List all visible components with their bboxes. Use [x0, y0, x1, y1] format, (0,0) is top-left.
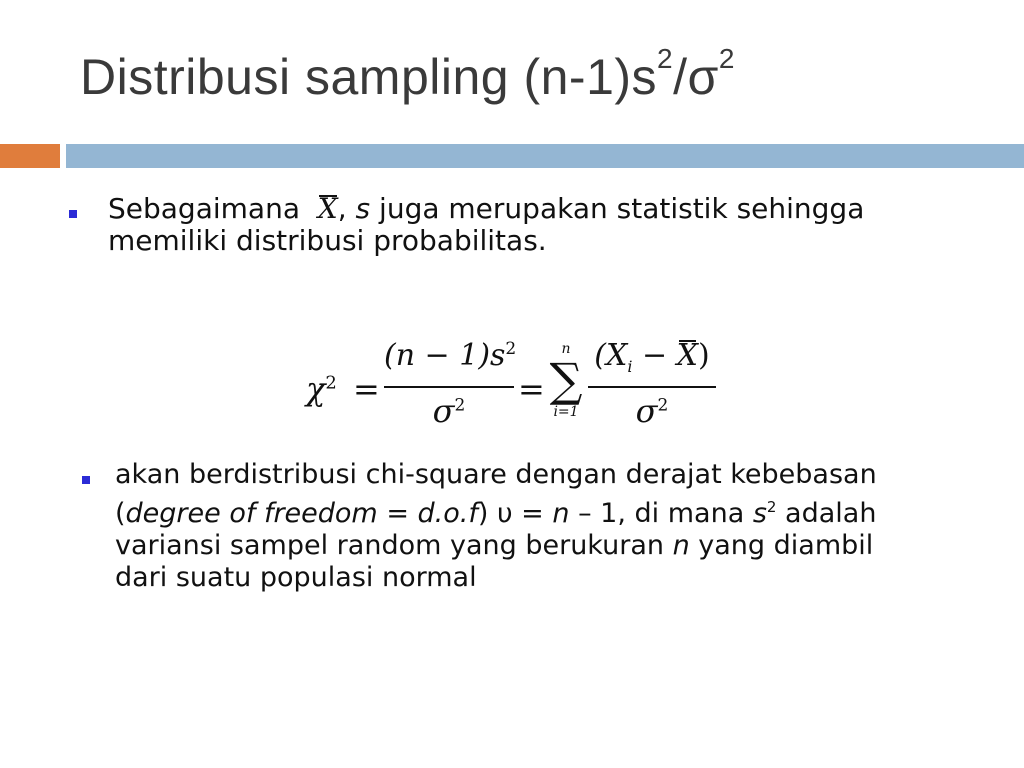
x-bar-symbol: X — [317, 192, 338, 225]
bullet-2-line-3: variansi sampel random yang berukuran n yang diambil — [115, 530, 874, 561]
bullet-2-line-2: (degree of freedom = d.o.f) υ = n – 1, di mana $s^2$ adalah — [115, 498, 877, 529]
bullet-2-line-4: dari suatu populasi normal — [115, 562, 477, 593]
bullet-1-line-1: Sebagaimana X, s juga merupakan statistik sehingga — [108, 192, 865, 225]
bullet-text-2 — [115, 459, 877, 594]
fraction-1-bar — [384, 386, 514, 388]
fraction-2-denominator: $\sigma^2$ — [635, 392, 669, 430]
accent-bar-orange — [0, 144, 60, 168]
bullet-2-line-1: akan berdistribusi chi-square dengan derajat kebebasan — [115, 459, 877, 490]
fraction-2 — [588, 338, 716, 430]
bullet-icon — [69, 210, 77, 218]
bullet-icon — [82, 476, 90, 484]
slide-title: Distribusi sampling $(n-1)s^2/\sigma^2$ — [80, 43, 735, 105]
bullet-1-line-2: memiliki distribusi probabilitas. — [108, 224, 547, 257]
equals-sign: = — [518, 370, 545, 408]
bullet-text-1 — [108, 193, 864, 257]
summation: n ∑ i=1 — [549, 341, 583, 420]
fraction-2-bar — [588, 386, 716, 388]
fraction-1-denominator: $\sigma^2$ — [432, 392, 466, 430]
fraction-1 — [384, 338, 517, 430]
fraction-2-numerator: $(X_i - X)$ — [594, 338, 710, 376]
accent-bar-blue — [66, 144, 1024, 168]
chi-square-lhs: $\chi^2$ = — [306, 370, 380, 408]
fraction-1-numerator: $(n - 1)s^2$ — [384, 338, 517, 373]
